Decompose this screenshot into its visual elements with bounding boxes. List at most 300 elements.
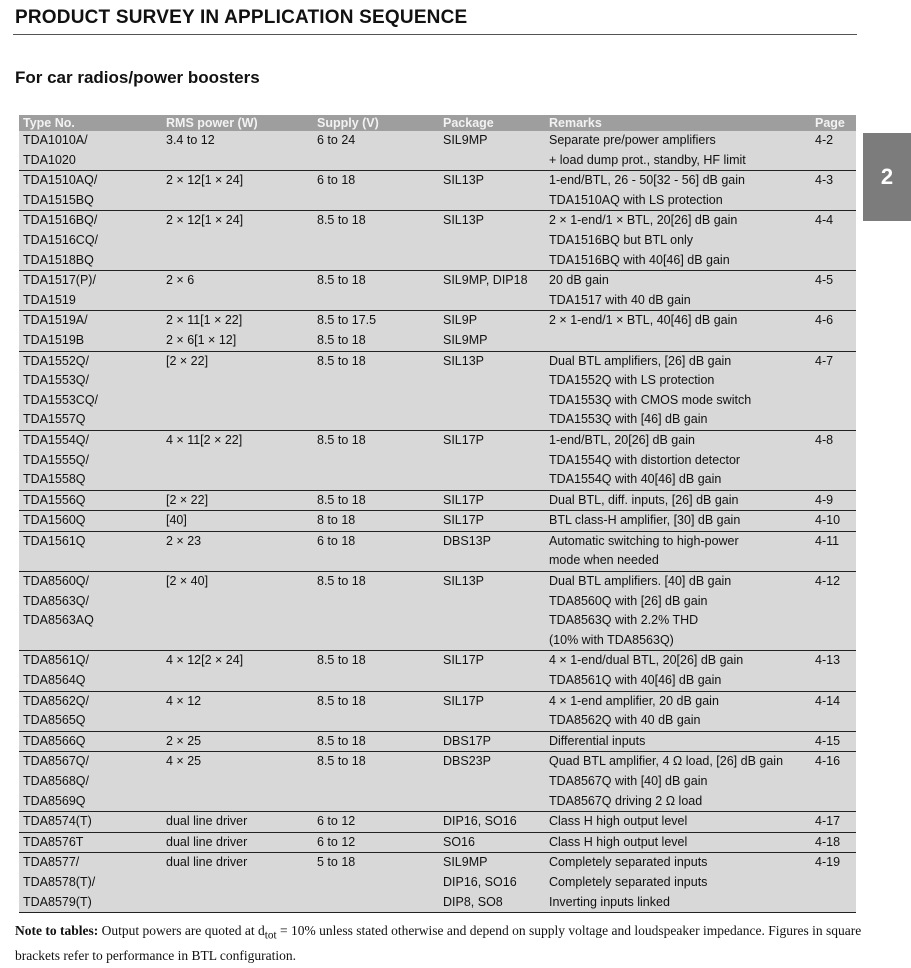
section-title: For car radios/power boosters — [15, 68, 260, 87]
table-row — [19, 572, 856, 592]
remarks-cell: Quad BTL amplifier, 4 Ω load, [26] dB gain — [549, 754, 784, 769]
page-cell: 4-10 — [815, 513, 841, 528]
supply-cell: 8.5 to 18 — [317, 353, 366, 368]
supply-cell: 6 to 12 — [317, 814, 356, 829]
page-cell: 4-4 — [815, 213, 834, 228]
power-cell: dual line driver — [166, 814, 248, 829]
supply-cell — [313, 873, 439, 893]
package-cell: DBS13P — [443, 533, 491, 548]
page-cell — [811, 151, 856, 171]
table-row — [19, 470, 856, 490]
type-cell: TDA8566Q — [23, 733, 86, 748]
type-cell: TDA1517(P)/ — [23, 273, 96, 288]
package-cell: SO16 — [443, 834, 475, 849]
package-cell: DBS17P — [443, 733, 491, 748]
remarks-cell: TDA1553Q with CMOS mode switch — [549, 392, 752, 407]
supply-cell: 5 to 18 — [317, 855, 356, 870]
type-cell: TDA8577/ — [23, 855, 80, 870]
page-cell: 4-15 — [815, 733, 841, 748]
package-cell: SIL13P — [443, 353, 485, 368]
table-row — [19, 191, 856, 211]
remarks-cell: TDA8563Q with 2.2% THD — [549, 613, 699, 628]
page-cell: 4-16 — [815, 754, 841, 769]
power-cell — [162, 792, 313, 812]
remarks-cell: Completely separated inputs — [549, 855, 708, 870]
page-cell — [811, 792, 856, 812]
supply-cell — [313, 592, 439, 612]
package-cell: DBS23P — [443, 754, 491, 769]
power-cell — [162, 631, 313, 651]
remarks-cell: TDA1552Q with LS protection — [549, 373, 715, 388]
supply-cell: 8.5 to 18 — [317, 432, 366, 447]
chapter-tab — [863, 133, 911, 221]
power-cell — [162, 772, 313, 792]
power-cell: 4 × 25 — [166, 754, 202, 769]
supply-cell — [313, 191, 439, 211]
remarks-cell: 1-end/BTL, 20[26] dB gain — [549, 432, 695, 447]
type-cell: TDA8564Q — [23, 673, 86, 688]
page-cell: 4-19 — [815, 855, 841, 870]
remarks-cell: 4 × 1-end/dual BTL, 20[26] dB gain — [549, 653, 744, 668]
package-cell — [439, 711, 545, 731]
page-cell — [811, 873, 856, 893]
supply-cell: 8.5 to 18 — [317, 574, 366, 589]
page-cell — [811, 291, 856, 311]
type-cell: TDA8562Q/ — [23, 693, 90, 708]
supply-cell — [313, 772, 439, 792]
type-cell: TDA1558Q — [23, 472, 86, 487]
remarks-cell: Differential inputs — [549, 733, 646, 748]
package-cell: DIP8, SO8 — [443, 894, 503, 909]
supply-cell: 6 to 18 — [317, 533, 356, 548]
package-cell: SIL9P — [443, 313, 478, 328]
package-cell: DIP16, SO16 — [443, 814, 517, 829]
power-cell: [40] — [166, 513, 187, 528]
product-group — [19, 311, 856, 351]
note-label: Note to tables: — [15, 923, 99, 938]
table-row — [19, 430, 856, 450]
product-group — [19, 490, 856, 511]
page-cell: 4-3 — [815, 173, 834, 188]
supply-cell: 8.5 to 18 — [317, 733, 366, 748]
table-note — [15, 921, 875, 966]
remarks-cell: Separate pre/power amplifiers — [549, 133, 716, 147]
supply-cell: 6 to 18 — [317, 173, 356, 188]
power-cell — [162, 371, 313, 391]
power-cell — [162, 611, 313, 631]
power-cell: 2 × 23 — [166, 533, 202, 548]
remarks-cell: (10% with TDA8563Q) — [549, 632, 674, 647]
page-cell — [811, 772, 856, 792]
remarks-cell: Completely separated inputs — [549, 874, 708, 889]
table-row — [19, 371, 856, 391]
product-group — [19, 351, 856, 430]
package-cell: SIL9MP — [443, 332, 488, 347]
power-cell — [162, 191, 313, 211]
remarks-cell: TDA8561Q with 40[46] dB gain — [549, 673, 722, 688]
column-header-supply: Supply (V) — [313, 115, 439, 131]
power-cell — [162, 231, 313, 251]
product-group — [19, 691, 856, 731]
type-cell: TDA1510AQ/ — [23, 173, 98, 188]
supply-cell — [313, 711, 439, 731]
supply-cell — [313, 231, 439, 251]
table-row — [19, 131, 856, 151]
remarks-cell: mode when needed — [549, 553, 659, 568]
column-header-package: Package — [439, 115, 545, 131]
page-cell — [811, 551, 856, 571]
page-cell: 4-5 — [815, 273, 834, 288]
column-header-page: Page — [811, 115, 856, 131]
power-cell: 2 × 12[1 × 24] — [166, 213, 244, 228]
remarks-cell: Class H high output level — [549, 834, 688, 849]
remarks-cell: TDA8567Q with [40] dB gain — [549, 774, 708, 788]
package-cell — [439, 410, 545, 430]
remarks-cell: TDA1554Q with distortion detector — [549, 452, 741, 467]
type-cell: TDA1515BQ — [23, 192, 94, 207]
column-header-type: Type No. — [19, 115, 162, 131]
power-cell: 4 × 11[2 × 22] — [166, 432, 243, 447]
power-cell — [162, 151, 313, 171]
table-row — [19, 451, 856, 471]
power-cell: 4 × 12 — [166, 693, 202, 708]
package-cell: SIL13P — [443, 574, 485, 589]
page-cell — [811, 470, 856, 490]
product-group — [19, 131, 856, 171]
page-cell — [811, 371, 856, 391]
supply-cell: 8.5 to 18 — [317, 492, 366, 507]
package-cell — [439, 792, 545, 812]
type-cell: TDA8569Q — [23, 793, 86, 808]
remarks-cell: + load dump prot., standby, HF limit — [549, 152, 746, 167]
package-cell — [439, 151, 545, 171]
power-cell — [162, 711, 313, 731]
remarks-cell: TDA1510AQ with LS protection — [549, 192, 723, 207]
type-cell: TDA1519 — [23, 292, 76, 307]
product-group — [19, 651, 856, 691]
product-group — [19, 572, 856, 651]
table-row — [19, 391, 856, 411]
page-cell: 4-18 — [815, 834, 841, 849]
type-cell: TDA8578(T)/ — [23, 874, 96, 889]
type-cell: TDA1518BQ — [23, 252, 94, 267]
remarks-cell: TDA1553Q with [46] dB gain — [549, 412, 708, 427]
power-cell — [162, 671, 313, 691]
package-cell — [439, 551, 545, 571]
table-row — [19, 711, 856, 731]
supply-cell — [313, 391, 439, 411]
remarks-cell: 20 dB gain — [549, 273, 609, 288]
table-row — [19, 511, 856, 532]
remarks-cell: 4 × 1-end amplifier, 20 dB gain — [549, 693, 719, 708]
table-row — [19, 792, 856, 812]
table-row — [19, 311, 856, 331]
power-cell — [162, 291, 313, 311]
supply-cell: 8.5 to 18 — [317, 332, 366, 347]
page-cell — [811, 410, 856, 430]
page-cell — [811, 631, 856, 651]
remarks-cell: TDA1517 with 40 dB gain — [549, 292, 691, 307]
supply-cell: 8.5 to 18 — [317, 693, 366, 708]
table-row — [19, 531, 856, 551]
type-cell: TDA1556Q — [23, 492, 86, 507]
remarks-cell: 2 × 1-end/1 × BTL, 20[26] dB gain — [549, 213, 738, 228]
package-cell — [439, 251, 545, 271]
power-cell: 3.4 to 12 — [166, 133, 215, 147]
remarks-cell: TDA1516BQ but BTL only — [549, 232, 694, 247]
table-row — [19, 351, 856, 371]
table-row — [19, 853, 856, 873]
product-group — [19, 271, 856, 311]
page-cell: 4-6 — [815, 313, 834, 328]
supply-cell: 8.5 to 17.5 — [317, 313, 377, 328]
page-cell: 4-13 — [815, 653, 841, 668]
type-cell: TDA1553Q/ — [23, 373, 90, 388]
power-cell: [2 × 22] — [166, 492, 209, 507]
supply-cell: 6 to 24 — [317, 133, 356, 147]
power-cell: [2 × 22] — [166, 353, 209, 368]
column-header-power: RMS power (W) — [162, 115, 313, 131]
supply-cell — [313, 551, 439, 571]
type-cell: TDA1516CQ/ — [23, 232, 99, 247]
type-cell — [19, 551, 162, 571]
table-row — [19, 752, 856, 772]
supply-cell — [313, 291, 439, 311]
supply-cell — [313, 410, 439, 430]
type-cell: TDA1552Q/ — [23, 353, 90, 368]
supply-cell — [313, 151, 439, 171]
package-cell — [439, 631, 545, 651]
table-row — [19, 731, 856, 752]
type-cell: TDA1560Q — [23, 513, 86, 528]
remarks-cell: TDA1554Q with 40[46] dB gain — [549, 472, 722, 487]
remarks-cell: TDA8567Q driving 2 Ω load — [549, 793, 703, 808]
table-row — [19, 171, 856, 191]
note-subscript: tot — [264, 929, 277, 942]
page-cell: 4-12 — [815, 574, 841, 589]
supply-cell — [313, 470, 439, 490]
package-cell: SIL13P — [443, 213, 485, 228]
type-cell: TDA1519A/ — [23, 313, 88, 328]
package-cell — [439, 592, 545, 612]
power-cell: 2 × 25 — [166, 733, 202, 748]
page-cell — [811, 893, 856, 913]
package-cell — [439, 451, 545, 471]
table-row — [19, 873, 856, 893]
page-cell: 4-9 — [815, 492, 834, 507]
power-cell — [162, 893, 313, 913]
supply-cell: 8 to 18 — [317, 513, 356, 528]
type-cell: TDA8565Q — [23, 713, 86, 728]
product-group — [19, 812, 856, 833]
product-group — [19, 832, 856, 853]
remarks-cell: Dual BTL amplifiers, [26] dB gain — [549, 353, 732, 368]
type-cell: TDA1519B — [23, 332, 85, 347]
table-row — [19, 291, 856, 311]
package-cell — [439, 611, 545, 631]
package-cell — [439, 191, 545, 211]
package-cell — [439, 772, 545, 792]
product-group — [19, 430, 856, 490]
type-cell: TDA8563AQ — [23, 613, 94, 628]
power-cell: 2 × 6[1 × 12] — [166, 332, 237, 347]
type-cell: TDA1553CQ/ — [23, 392, 99, 407]
supply-cell — [313, 371, 439, 391]
power-cell: 2 × 11[1 × 22] — [166, 313, 243, 328]
package-cell — [439, 371, 545, 391]
remarks-cell: Dual BTL amplifiers. [40] dB gain — [549, 574, 732, 589]
table-row — [19, 251, 856, 271]
power-cell — [162, 551, 313, 571]
table-row — [19, 651, 856, 671]
package-cell: SIL13P — [443, 173, 485, 188]
note-text-before: Output powers are quoted at d — [98, 923, 265, 938]
page-cell — [811, 191, 856, 211]
product-group — [19, 752, 856, 812]
table-row — [19, 611, 856, 631]
package-cell — [439, 470, 545, 490]
remarks-cell: 2 × 1-end/1 × BTL, 40[46] dB gain — [549, 313, 738, 328]
power-cell — [162, 251, 313, 271]
table-row — [19, 490, 856, 511]
supply-cell: 8.5 to 18 — [317, 213, 366, 228]
table-row — [19, 331, 856, 351]
power-cell: 4 × 12[2 × 24] — [166, 653, 244, 668]
page-title: PRODUCT SURVEY IN APPLICATION SEQUENCE — [15, 7, 468, 28]
table-header — [19, 115, 856, 131]
page-cell — [811, 611, 856, 631]
header-row — [19, 115, 856, 131]
product-group — [19, 511, 856, 532]
supply-cell: 8.5 to 18 — [317, 754, 366, 769]
type-cell: TDA8560Q/ — [23, 574, 90, 589]
page-cell — [811, 251, 856, 271]
package-cell: SIL17P — [443, 432, 485, 447]
power-cell: 2 × 6 — [166, 273, 195, 288]
power-cell — [162, 410, 313, 430]
table-row — [19, 691, 856, 711]
type-cell: TDA8579(T) — [23, 894, 92, 909]
table-row — [19, 410, 856, 430]
power-cell: dual line driver — [166, 855, 248, 870]
product-group — [19, 853, 856, 913]
page-cell — [811, 331, 856, 351]
type-cell: TDA1557Q — [23, 412, 86, 427]
power-cell — [162, 470, 313, 490]
supply-cell — [313, 631, 439, 651]
package-cell: SIL9MP — [443, 133, 488, 147]
table-row — [19, 551, 856, 571]
table-row — [19, 893, 856, 913]
page-cell: 4-17 — [815, 814, 841, 829]
package-cell — [439, 391, 545, 411]
table-row — [19, 631, 856, 651]
package-cell — [439, 671, 545, 691]
type-cell: TDA8568Q/ — [23, 774, 90, 788]
type-cell: TDA1010A/ — [23, 133, 88, 147]
page-cell — [811, 391, 856, 411]
type-cell — [19, 631, 162, 651]
power-cell: dual line driver — [166, 834, 248, 849]
supply-cell: 6 to 12 — [317, 834, 356, 849]
supply-cell: 8.5 to 18 — [317, 653, 366, 668]
package-cell: SIL9MP — [443, 855, 488, 870]
product-group — [19, 211, 856, 271]
power-cell — [162, 451, 313, 471]
supply-cell — [313, 611, 439, 631]
table-row — [19, 812, 856, 833]
table-row — [19, 151, 856, 171]
table-row — [19, 832, 856, 853]
package-cell: SIL17P — [443, 653, 485, 668]
power-cell — [162, 391, 313, 411]
note-text-after: = 10% unless stated otherwise and depend on supply voltage and loudspeaker impedance. Figures in square brackets refer to performance in BTL configuration. — [15, 923, 862, 963]
type-cell: TDA1516BQ/ — [23, 213, 98, 228]
remarks-cell: Automatic switching to high-power — [549, 533, 739, 548]
supply-cell — [313, 451, 439, 471]
power-cell: 2 × 12[1 × 24] — [166, 173, 244, 188]
table-row — [19, 271, 856, 291]
package-cell: SIL17P — [443, 492, 485, 507]
supply-cell — [313, 792, 439, 812]
page-cell — [811, 671, 856, 691]
page-cell: 4-7 — [815, 353, 834, 368]
remarks-cell: Dual BTL, diff. inputs, [26] dB gain — [549, 492, 739, 507]
package-cell: SIL17P — [443, 513, 485, 528]
package-cell: DIP16, SO16 — [443, 874, 517, 889]
page-cell — [811, 231, 856, 251]
page-cell: 4-2 — [815, 133, 834, 147]
page-cell: 4-14 — [815, 693, 841, 708]
type-cell: TDA8567Q/ — [23, 754, 90, 769]
column-header-remarks: Remarks — [545, 115, 811, 131]
power-cell — [162, 592, 313, 612]
supply-cell — [313, 671, 439, 691]
table-row — [19, 211, 856, 231]
type-cell: TDA8561Q/ — [23, 653, 90, 668]
remarks-cell — [545, 331, 811, 351]
supply-cell — [313, 251, 439, 271]
remarks-cell: Inverting inputs linked — [549, 894, 670, 909]
power-cell — [162, 873, 313, 893]
page-cell: 4-11 — [815, 533, 840, 548]
page-cell — [811, 451, 856, 471]
type-cell: TDA1020 — [23, 152, 76, 167]
package-cell: SIL17P — [443, 693, 485, 708]
remarks-cell: TDA1516BQ with 40[46] dB gain — [549, 252, 730, 267]
remarks-cell: TDA8562Q with 40 dB gain — [549, 713, 701, 728]
table-row — [19, 671, 856, 691]
type-cell: TDA1555Q/ — [23, 452, 90, 467]
remarks-cell: BTL class-H amplifier, [30] dB gain — [549, 513, 741, 528]
power-cell: [2 × 40] — [166, 574, 209, 589]
product-survey-table — [19, 115, 856, 913]
page-cell — [811, 592, 856, 612]
chapter-number: 2 — [880, 164, 894, 189]
package-cell — [439, 231, 545, 251]
remarks-cell: TDA8560Q with [26] dB gain — [549, 593, 708, 608]
supply-cell: 8.5 to 18 — [317, 273, 366, 288]
package-cell — [439, 291, 545, 311]
type-cell: TDA8563Q/ — [23, 593, 90, 608]
table-row — [19, 592, 856, 612]
product-group — [19, 531, 856, 571]
table-row — [19, 772, 856, 792]
table-row — [19, 231, 856, 251]
package-cell: SIL9MP, DIP18 — [443, 273, 528, 288]
type-cell: TDA8576T — [23, 834, 84, 849]
remarks-cell: 1-end/BTL, 26 - 50[32 - 56] dB gain — [549, 173, 745, 188]
